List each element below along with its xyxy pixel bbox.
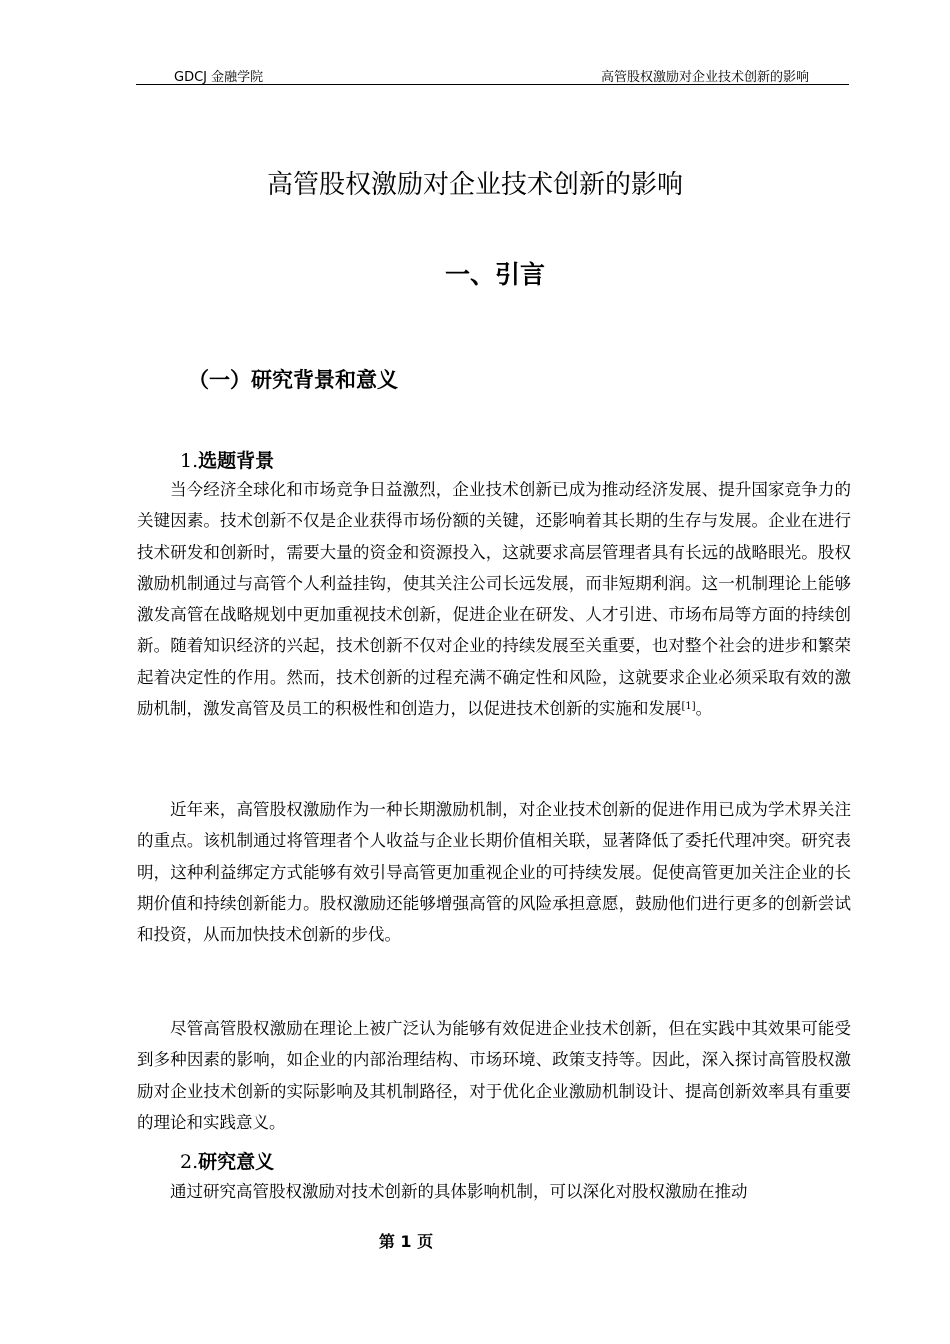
subsection-label: 研究意义	[198, 1151, 275, 1173]
subsection-label: 选题背景	[198, 450, 275, 472]
section-heading: （一）研究背景和意义	[188, 368, 398, 392]
paragraph-end-punct: 。	[695, 699, 713, 719]
header-institution: GDCJ 金融学院	[174, 70, 264, 85]
subsection-number: 2.	[180, 1151, 199, 1173]
header-running-title: 高管股权激励对企业技术创新的影响	[600, 70, 809, 85]
document-title: 高管股权激励对企业技术创新的影响	[266, 170, 683, 200]
paragraph-significance: 通过研究高管股权激励对技术创新的具体影响机制，可以深化对股权激励在推动	[170, 1182, 748, 1201]
citation-ref: [1]	[681, 701, 696, 713]
paragraph-background	[137, 474, 851, 724]
subsection-heading-background	[180, 446, 274, 473]
subsection-number: 1.	[180, 450, 199, 472]
paragraph-recent-years: 近年来，高管股权激励作为一种长期激励机制，对企业技术创新的促进作用已成为学术界关注的重点。该机制通过将管理者个人收益与企业长期价值相关联，显著降低了委托代理冲突。研究表明，这种利益绑定方式能够有效引导高管更加重视企业的可持续发展。促使高管更加关注企业的长期价值和持续创新能力。股权激励还能够增强高管的风险承担意愿，鼓励他们进行更多的创新尝试和投资，从而加快技术创新的步伐。	[137, 800, 851, 945]
paragraph-despite: 尽管高管股权激励在理论上被广泛认为能够有效促进企业技术创新，但在实践中其效果可能受到多种因素的影响，如企业的内部治理结构、市场环境、政策支持等。因此，深入探讨高管股权激励对企业技术创新的实际影响及其机制路径，对于优化企业激励机制设计、提高创新效率具有重要的理论和实践意义。	[137, 1019, 851, 1132]
chapter-heading: 一、引言	[444, 260, 545, 289]
page-header	[136, 66, 849, 85]
page-number: 第 1 页	[378, 1232, 434, 1251]
subsection-heading-significance	[180, 1147, 274, 1174]
paragraph-text: 当今经济全球化和市场竞争日益激烈，企业技术创新已成为推动经济发展、提升国家竞争力的关键因素。技术创新不仅是企业获得市场份额的关键，还影响着其长期的生存与发展。企业在进行技术研发和创新时，需要大量的资金和资源投入，这就要求高层管理者具有长远的战略眼光。股权激励机制通过与高管个人利益挂钩，使其关注公司长远发展，而非短期利润。这一机制理论上能够激发高管在战略规划中更加重视技术创新，促进企业在研发、人才引进、市场布局等方面的持续创新。随着知识经济的兴起，技术创新不仅对企业的持续发展至关重要，也对整个社会的进步和繁荣起着决定性的作用。然而，技术创新的过程充满不确定性和风险，这就要求企业必须采取有效的激励机制，激发高管及员工的积极性和创造力，以促进技术创新的实施和发展	[137, 480, 851, 719]
